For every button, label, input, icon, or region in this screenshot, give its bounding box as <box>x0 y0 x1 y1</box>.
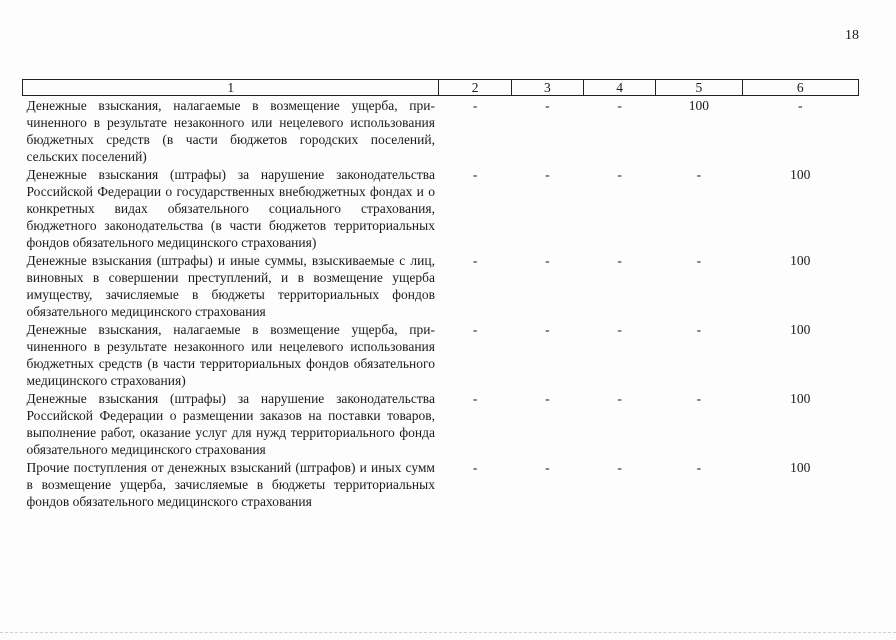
cell-col-5: - <box>696 460 702 475</box>
table-row <box>23 389 859 458</box>
cell-col-4: - <box>617 167 622 182</box>
cell-col-2: - <box>472 460 478 475</box>
table-header <box>23 80 859 96</box>
cell-col-3: - <box>545 98 550 113</box>
cell-col-3: - <box>545 460 550 475</box>
cell-col-5: - <box>696 253 702 268</box>
cell-col-6: 100 <box>790 460 811 475</box>
cell-col-6: 100 <box>790 167 811 182</box>
cell-col-2: - <box>472 253 478 268</box>
cell-col-2: - <box>472 167 478 182</box>
column-header-1: 1 <box>23 80 439 96</box>
column-header-4: 4 <box>583 80 655 96</box>
column-header-6: 6 <box>742 80 858 96</box>
cell-col-3: - <box>545 167 550 182</box>
cell-col-2: - <box>472 322 478 337</box>
cell-col-5: - <box>696 167 702 182</box>
cell-col-6: 100 <box>790 253 811 268</box>
header-row <box>23 80 859 96</box>
cell-col-5: - <box>696 391 702 406</box>
cell-col-3: - <box>545 253 550 268</box>
table-row <box>23 251 859 320</box>
cell-col-4: - <box>617 391 622 406</box>
column-header-2: 2 <box>439 80 511 96</box>
row-description: Денежные взыскания, налагаемые в возмещение ущерба, причиненного в результате незаконного или нецелевого использования бюджетных средств (в части территориальных фондов обязательного медицинского страхования) <box>26 322 435 388</box>
column-header-3: 3 <box>511 80 583 96</box>
cell-col-3: - <box>545 322 550 337</box>
cell-col-2: - <box>472 391 478 406</box>
table-row <box>23 96 859 166</box>
cell-col-6: 100 <box>790 391 811 406</box>
row-description: Прочие поступления от денежных взысканий (штрафов) и иных сумм в возмещение ущерба, зачисляемые в бюджеты территориальных фондов обязательного медицинского страхования <box>26 460 435 509</box>
table-row <box>23 458 859 510</box>
cell-col-6: - <box>798 98 803 113</box>
cell-col-3: - <box>545 391 550 406</box>
scan-edge-line <box>0 632 896 634</box>
table-row <box>23 165 859 251</box>
row-description: Денежные взыскания (штрафы) за нарушение законодательства Российской Федерации о государственных внебюджетных фондах и о конкретных видах обязательного социального страхования, бюджетного законодательства (в части бюджетов территориальных фондов обязательного медицинского страхования) <box>26 167 435 250</box>
column-header-5: 5 <box>656 80 742 96</box>
table-row <box>23 320 859 389</box>
page-number: 18 <box>845 28 859 43</box>
revenue-distribution-table <box>22 79 859 510</box>
table-body <box>23 96 859 511</box>
cell-col-4: - <box>617 460 622 475</box>
cell-col-2: - <box>472 98 478 113</box>
cell-col-4: - <box>617 98 622 113</box>
cell-col-4: - <box>617 253 622 268</box>
row-description: Денежные взыскания (штрафы) и иные суммы, взыскиваемые с лиц, виновных в совершении преступлений, и в возмещение ущерба имуществу, зачисляемые в бюджеты территориальных фондов обязательного медицинского страхования <box>26 253 435 319</box>
cell-col-4: - <box>617 322 622 337</box>
cell-col-5: - <box>696 322 702 337</box>
cell-col-6: 100 <box>790 322 811 337</box>
cell-col-5: 100 <box>688 98 709 113</box>
row-description: Денежные взыскания, налагаемые в возмещение ущерба, причиненного в результате незаконного или нецелевого использования бюджетных средств (в части бюджетов городских поселений, сельских поселений) <box>26 98 435 164</box>
row-description: Денежные взыскания (штрафы) за нарушение законодательства Российской Федерации о размещении заказов на поставки товаров, выполнение работ, оказание услуг для нужд территориального фонда обязательного медицинского страхования <box>26 391 435 457</box>
